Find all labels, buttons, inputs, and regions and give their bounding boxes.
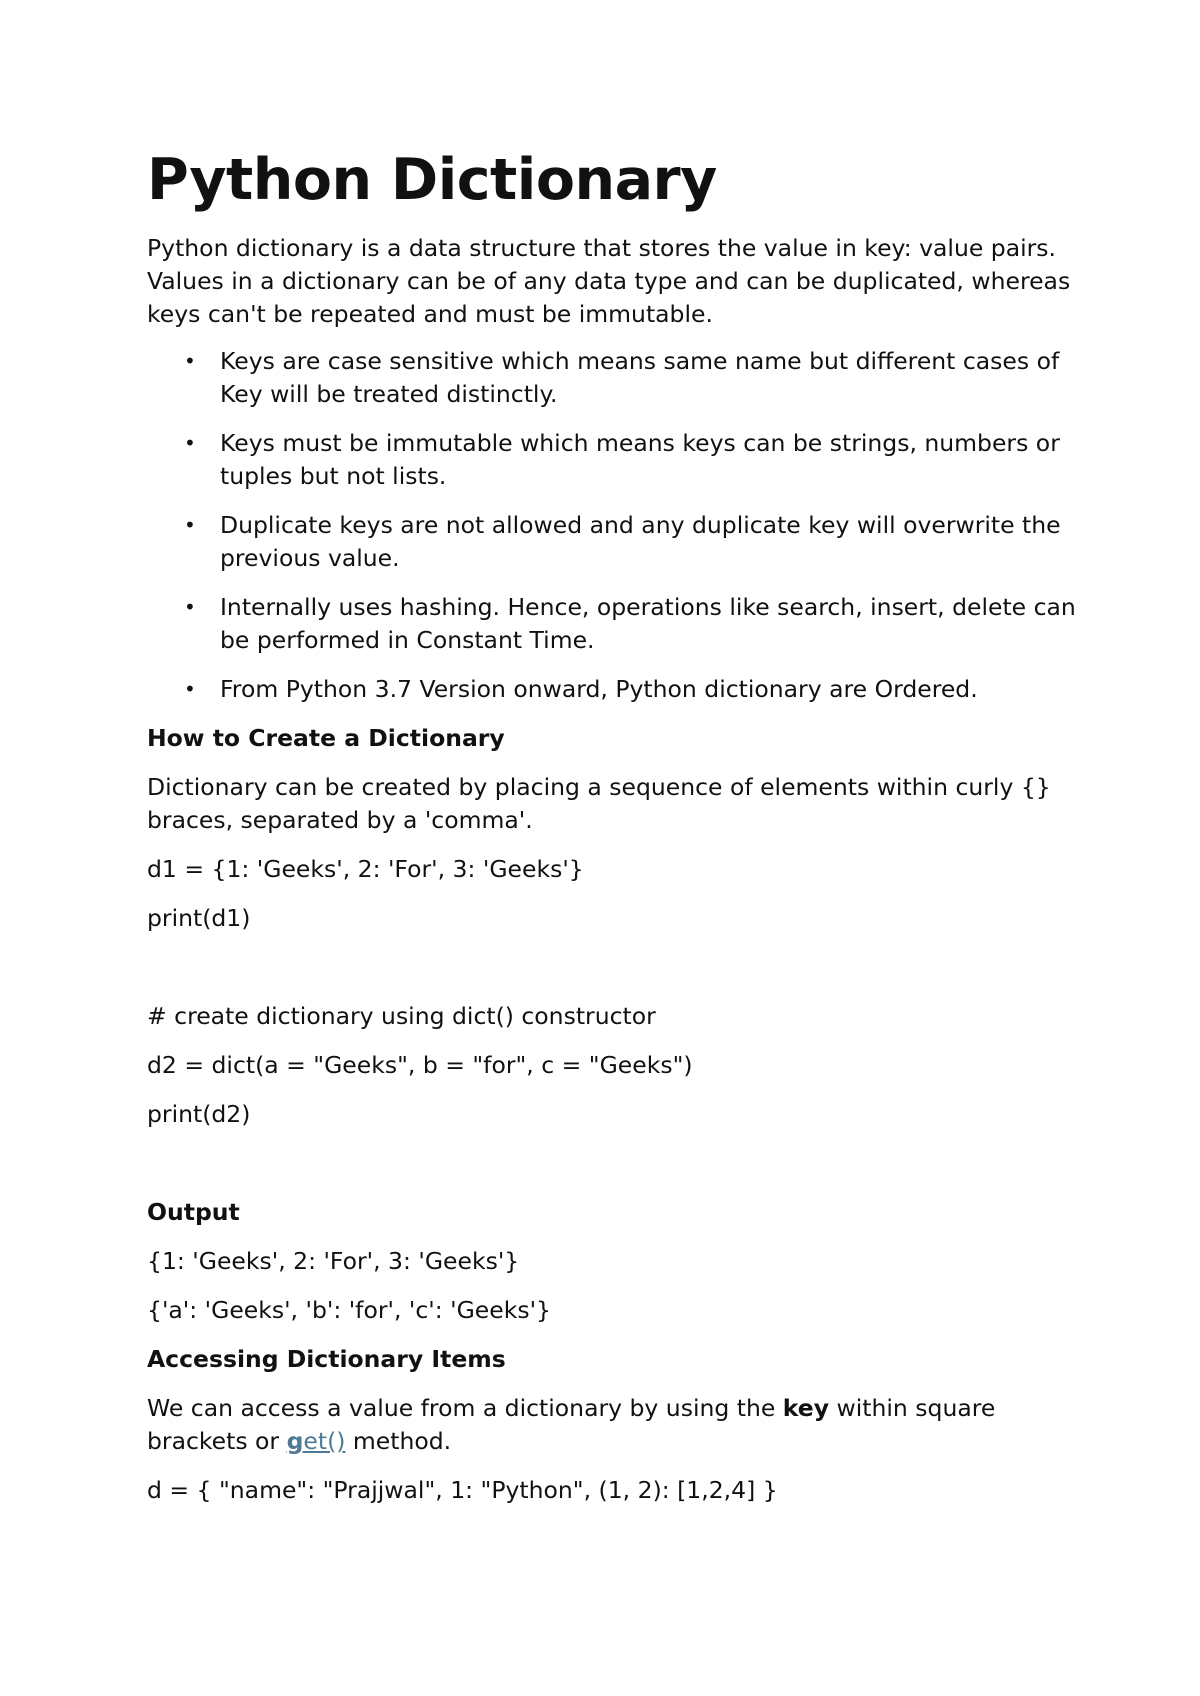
list-item (147, 427, 1077, 493)
blank-line (147, 1147, 1077, 1196)
list-item (147, 345, 1077, 411)
list-item-text: Keys are case sensitive which means same name but different cases of Key will be treated distinctly. (220, 347, 1060, 408)
bullet-icon: • (184, 431, 196, 455)
bullet-icon: • (184, 513, 196, 537)
get-method-link[interactable] (287, 1427, 346, 1455)
code-line: d2 = dict(a = "Geeks", b = "for", c = "Geeks") (147, 1051, 693, 1079)
intro-paragraph: Python dictionary is a data structure that stores the value in key: value pairs. Values in a dictionary can be of any data type and can be duplicated, whereas keys can't be repeated and must be immutable. (147, 234, 1071, 328)
code-line: print(d2) (147, 1100, 251, 1128)
access-text-after: method. (345, 1427, 452, 1455)
code-line: print(d1) (147, 904, 251, 932)
code-line: d = { "name": "Prajjwal", 1: "Python", (1, 2): [1,2,4] } (147, 1476, 778, 1504)
code-comment: # create dictionary using dict() constructor (147, 1002, 656, 1030)
access-text-middle: within square brackets or (147, 1394, 996, 1455)
bullet-icon: • (184, 677, 196, 701)
list-item-text: Internally uses hashing. Hence, operations like search, insert, delete can be performed in Constant Time. (220, 593, 1076, 654)
list-item (147, 509, 1077, 575)
output-line: {'a': 'Geeks', 'b': 'for', 'c': 'Geeks'} (147, 1296, 551, 1324)
document-page (147, 146, 1077, 1523)
key-term: key (782, 1394, 830, 1422)
access-text-before: We can access a value from a dictionary by using the (147, 1394, 783, 1422)
code-line: d1 = {1: 'Geeks', 2: 'For', 3: 'Geeks'} (147, 855, 584, 883)
access-section-heading: Accessing Dictionary Items (147, 1345, 506, 1373)
output-line: {1: 'Geeks', 2: 'For', 3: 'Geeks'} (147, 1247, 520, 1275)
list-item-text: Duplicate keys are not allowed and any duplicate key will overwrite the previous value. (220, 511, 1061, 572)
feature-list (147, 345, 1077, 706)
output-heading: Output (147, 1198, 240, 1226)
access-section-description (147, 1392, 1077, 1458)
list-item-text: From Python 3.7 Version onward, Python dictionary are Ordered. (220, 675, 978, 703)
list-item (147, 591, 1077, 657)
page-title: Python Dictionary (147, 147, 717, 213)
bullet-icon: • (184, 595, 196, 619)
list-item (147, 673, 1077, 706)
get-link-rest: et() (303, 1427, 346, 1455)
blank-line (147, 951, 1077, 1000)
bullet-icon: • (184, 349, 196, 373)
list-item-text: Keys must be immutable which means keys can be strings, numbers or tuples but not lists. (220, 429, 1060, 490)
create-section-heading: How to Create a Dictionary (147, 724, 505, 752)
create-section-description: Dictionary can be created by placing a sequence of elements within curly {} braces, separated by a 'comma'. (147, 773, 1051, 834)
get-link-first-letter: g (286, 1427, 304, 1455)
